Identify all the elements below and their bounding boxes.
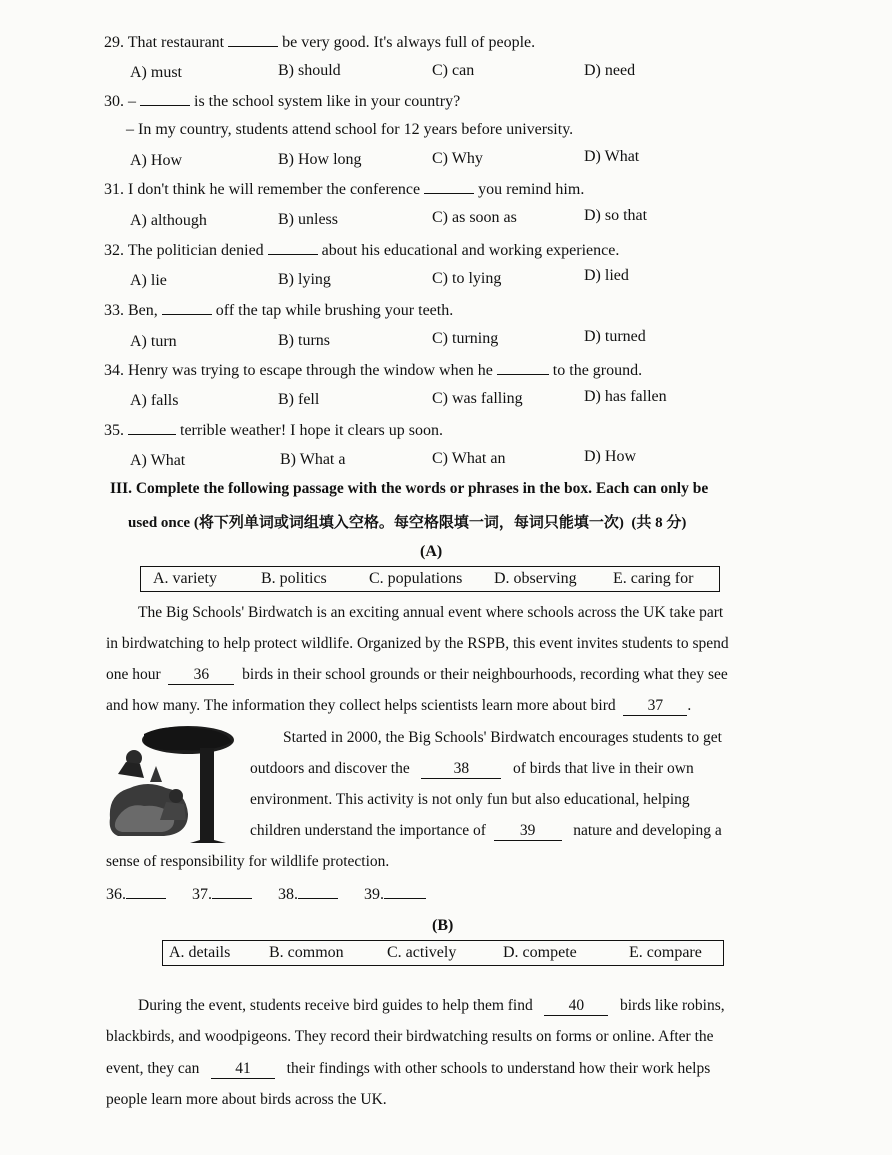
- part-b-line-1-end: birds like robins,: [619, 997, 725, 1014]
- q32-option-d: D) lied: [584, 267, 629, 284]
- q30-option-b: B) How long: [278, 151, 362, 168]
- part-a-line-1: The Big Schools' Birdwatch is an exciting annual event where schools across the UK take part: [138, 604, 724, 621]
- q29-option-c: C) can: [432, 62, 475, 79]
- q33-stem-start: 33. Ben,: [104, 302, 158, 319]
- answer-38: [278, 886, 338, 904]
- q32-option-a: A) lie: [130, 272, 167, 289]
- q35-option-d: D) How: [584, 448, 636, 465]
- part-a-label: (A): [420, 543, 443, 560]
- part-a-word-d: D. observing: [494, 570, 577, 587]
- q29-blank: [228, 34, 278, 47]
- part-a-line-2: in birdwatching to help protect wildlife. Organized by the RSPB, this event invites students to spend: [106, 635, 729, 652]
- q31-stem-start: 31. I don't think he will remember the conference: [104, 181, 421, 198]
- q33-option-c: C) turning: [432, 330, 499, 347]
- part-a-para2-line-5: sense of responsibility for wildlife protection.: [106, 853, 390, 870]
- q32-option-c: C) to lying: [432, 270, 502, 287]
- answer-36-label: 36.: [106, 886, 126, 903]
- q33-option-a: A) turn: [130, 333, 177, 350]
- q32-option-b: B) lying: [278, 271, 331, 288]
- q29-stem-end: be very good. It's always full of people.: [282, 34, 536, 51]
- answer-39-line[interactable]: [384, 886, 426, 899]
- q31-option-b: B) unless: [278, 211, 338, 228]
- blank-41: 41: [211, 1060, 275, 1079]
- q34-stem-start: 34. Henry was trying to escape through the window when he: [104, 362, 493, 379]
- part-a-answer-row: [106, 886, 448, 904]
- part-b-word-e: E. compare: [629, 944, 702, 961]
- q32-blank: [268, 242, 318, 255]
- q29-stem-start: 29. That restaurant: [104, 34, 225, 51]
- part-b-word-d: D. compete: [503, 944, 577, 961]
- birdwatch-illustration: [104, 722, 240, 844]
- q34-option-c: C) was falling: [432, 390, 523, 407]
- part-a-para2-line-2: [250, 760, 694, 779]
- question-29: [104, 34, 535, 52]
- question-34: [104, 362, 642, 380]
- part-a-word-b: B. politics: [261, 570, 327, 587]
- question-31: [104, 181, 584, 199]
- q35-stem-end: terrible weather! I hope it clears up soon.: [180, 422, 444, 439]
- q32-stem-end: about his educational and working experience.: [321, 242, 620, 259]
- q33-option-d: D) turned: [584, 328, 646, 345]
- question-33: [104, 302, 453, 320]
- blank-39: 39: [494, 822, 562, 841]
- answer-39-label: 39.: [364, 886, 384, 903]
- q30-reply: – In my country, students attend school for 12 years before university.: [126, 121, 574, 138]
- part-a-para2-line-3: environment. This activity is not only fun but also educational, helping: [250, 791, 690, 808]
- part-a-line-3-start: one hour: [106, 666, 161, 683]
- question-32: [104, 242, 619, 260]
- q31-option-c: C) as soon as: [432, 209, 517, 226]
- section-3-heading: III. Complete the following passage with the words or phrases in the box. Each can only be: [110, 480, 709, 497]
- q30-stem-start: 30. –: [104, 93, 136, 110]
- answer-37-label: 37.: [192, 886, 212, 903]
- q29-option-d: D) need: [584, 62, 636, 79]
- question-30: [104, 93, 460, 111]
- part-a-word-box: [140, 566, 720, 592]
- answer-39: [364, 886, 426, 904]
- blank-38: 38: [421, 760, 501, 779]
- q31-stem-end: you remind him.: [478, 181, 585, 198]
- q31-option-a: A) although: [130, 212, 207, 229]
- blank-37: 37: [623, 697, 687, 716]
- blank-36: 36: [168, 666, 234, 685]
- q32-stem-start: 32. The politician denied: [104, 242, 264, 259]
- part-a-line-3-end: birds in their school grounds or their neighbourhoods, recording what they see: [242, 666, 728, 683]
- part-b-word-a: A. details: [169, 944, 231, 961]
- part-b-word-box: [162, 940, 724, 966]
- q33-option-b: B) turns: [278, 332, 330, 349]
- question-35: [104, 422, 443, 440]
- part-b-line-3: [106, 1060, 710, 1079]
- q29-option-b: B) should: [278, 62, 341, 79]
- q35-stem-start: 35.: [104, 422, 124, 439]
- q35-option-b: B) What a: [280, 451, 346, 468]
- part-b-line-4: people learn more about birds across the UK.: [106, 1091, 387, 1108]
- q30-option-c: C) Why: [432, 150, 483, 167]
- part-b-word-c: C. actively: [387, 944, 457, 961]
- q34-option-b: B) fell: [278, 391, 320, 408]
- answer-37-line[interactable]: [212, 886, 252, 899]
- q31-blank: [424, 181, 474, 194]
- part-a-line-3: [106, 666, 728, 685]
- part-b-word-b: B. common: [269, 944, 344, 961]
- q33-stem-end: off the tap while brushing your teeth.: [215, 302, 454, 319]
- answer-38-label: 38.: [278, 886, 298, 903]
- answer-37: [192, 886, 252, 904]
- part-b-line-3-end: their findings with other schools to understand how their work helps: [286, 1060, 711, 1077]
- q34-option-d: D) has fallen: [584, 388, 667, 405]
- q30-blank: [140, 93, 190, 106]
- q34-blank: [497, 362, 549, 375]
- part-a-para2-line-4-start: children understand the importance of: [250, 822, 486, 839]
- part-b-line-1-start: During the event, students receive bird guides to help them find: [138, 997, 533, 1014]
- part-a-word-e: E. caring for: [613, 570, 694, 587]
- q35-option-c: C) What an: [432, 450, 506, 467]
- answer-36-line[interactable]: [126, 886, 166, 899]
- part-b-line-3-start: event, they can: [106, 1060, 200, 1077]
- part-a-para2-line-2-start: outdoors and discover the: [250, 760, 410, 777]
- part-a-para2-line-4: [250, 822, 722, 841]
- part-b-line-2: blackbirds, and woodpigeons. They record their birdwatching results on forms or online. After the: [106, 1028, 714, 1045]
- q30-option-a: A) How: [130, 152, 182, 169]
- q30-stem-end: is the school system like in your country?: [194, 93, 461, 110]
- q35-option-a: A) What: [130, 452, 186, 469]
- section-3-heading-2: used once (将下列单词或词组填入空格。每空格限填一词，每词只能填一次) (共 8 分): [128, 515, 687, 531]
- answer-36: [106, 886, 166, 904]
- part-a-word-c: C. populations: [369, 570, 463, 587]
- q34-option-a: A) falls: [130, 392, 179, 409]
- part-a-word-a: A. variety: [153, 570, 217, 587]
- q30-option-d: D) What: [584, 148, 640, 165]
- q35-blank: [128, 422, 176, 435]
- part-a-para2-line-1: Started in 2000, the Big Schools' Birdwatch encourages students to get: [283, 729, 722, 746]
- answer-38-line[interactable]: [298, 886, 338, 899]
- q33-blank: [162, 302, 212, 315]
- part-b-line-1: [138, 997, 725, 1016]
- part-a-line-4-start: and how many. The information they collect helps scientists learn more about bird: [106, 697, 616, 714]
- q29-option-a: A) must: [130, 64, 182, 81]
- part-a-para2-line-4-end: nature and developing a: [573, 822, 722, 839]
- q31-option-d: D) so that: [584, 207, 648, 224]
- part-a-para2-line-2-end: of birds that live in their own: [512, 760, 694, 777]
- part-b-label: (B): [432, 917, 454, 934]
- q34-stem-end: to the ground.: [552, 362, 643, 379]
- blank-40: 40: [544, 997, 608, 1016]
- part-a-line-4: and how many. The information they collect helps scientists learn more about bird 37 .: [106, 697, 692, 714]
